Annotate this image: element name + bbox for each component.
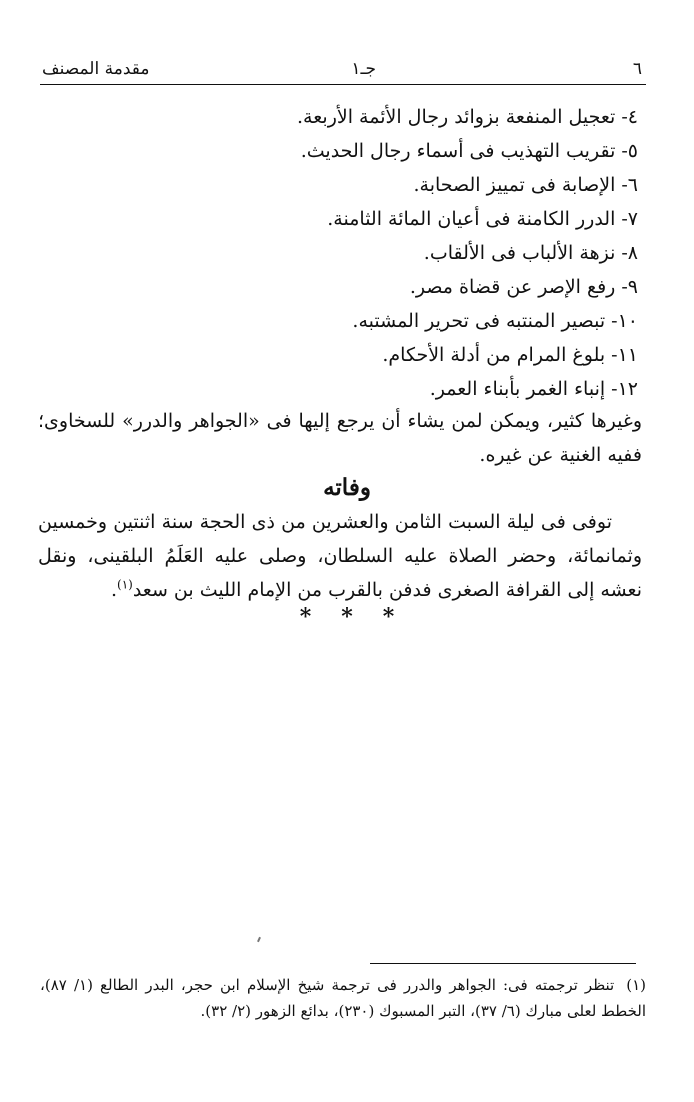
list-item <box>78 270 638 304</box>
list-item-number: ١٢- <box>611 378 638 400</box>
death-paragraph <box>38 505 642 607</box>
footnote-divider <box>370 963 636 964</box>
list-item-title: تبصير المنتبه فى تحرير المشتبه. <box>352 310 606 332</box>
section-title: مقدمة المصنف <box>42 59 150 79</box>
list-item-title: نزهة الألباب فى الألقاب. <box>423 242 616 264</box>
footnote-text: تنظر ترجمته فى: الجواهر والدرر فى ترجمة شيخ الإسلام ابن حجر، البدر الطالع (١/ ٨٧)، الخطط لعلى مبارك (٦/ ٣٧)، التبر المسبوك (٢٣٠)، بدائع الزهور (٢/ ٣٢). <box>40 976 646 1020</box>
list-item-title: إنباء الغمر بأبناء العمر. <box>429 378 606 400</box>
list-item-number: ١٠- <box>611 310 638 332</box>
list-item <box>78 168 638 202</box>
list-item <box>78 202 638 236</box>
list-item-title: الدرر الكامنة فى أعيان المائة الثامنة. <box>327 208 616 230</box>
separator-star: * <box>299 604 312 630</box>
list-item-number: ٨- <box>621 242 638 264</box>
page-header <box>40 58 646 84</box>
other-works-paragraph: وغيرها كثير، ويمكن لمن يشاء أن يرجع إليها فى «الجواهر والدرر» للسخاوى؛ ففيه الغنية عن غيره. <box>38 410 642 466</box>
footnote-number: (١) <box>626 976 646 994</box>
separator-star: * <box>382 604 395 630</box>
list-item-number: ٥- <box>621 140 638 162</box>
section-separator <box>0 603 694 631</box>
list-item <box>78 304 638 338</box>
footnote-reference[interactable]: (١) <box>117 577 133 592</box>
list-item-title: الإصابة فى تمييز الصحابة. <box>413 174 616 196</box>
list-item-title: بلوغ المرام من أدلة الأحكام. <box>382 344 606 366</box>
list-item <box>78 134 638 168</box>
list-item-title: تقريب التهذيب فى أسماء رجال الحديث. <box>300 140 616 162</box>
header-divider <box>40 84 646 85</box>
list-item <box>78 236 638 270</box>
list-item <box>78 100 638 134</box>
list-item-number: ٤- <box>621 106 638 128</box>
list-item-title: رفع الإصر عن قضاة مصر. <box>409 276 616 298</box>
footnote <box>40 972 646 1024</box>
works-list <box>78 100 638 406</box>
list-item-number: ٦- <box>621 174 638 196</box>
list-item-title: تعجيل المنفعة بزوائد رجال الأئمة الأربعة. <box>297 106 616 128</box>
list-item-number: ٧- <box>621 208 638 230</box>
separator-star: * <box>341 604 353 630</box>
volume-label: جـ١ <box>351 59 376 79</box>
death-heading: وفاته <box>323 474 371 501</box>
list-item-number: ١١- <box>611 344 638 366</box>
death-paragraph-end: . <box>110 579 117 601</box>
death-paragraph-text: توفى فى ليلة السبت الثامن والعشرين من ذى الحجة سنة اثنتين وخمسين وثمانمائة، وحضر الصلاة عليه السلطان، وصلى عليه العَلَمُ البلقينى، ونقل نعشه إلى القرافة الصغرى فدفن بالقرب من الإمام الليث بن سعد <box>38 511 642 601</box>
list-item <box>78 338 638 372</box>
list-item-number: ٩- <box>621 276 638 298</box>
list-item <box>78 372 638 406</box>
page-number: ٦ <box>632 59 642 79</box>
scan-speck <box>257 937 261 942</box>
